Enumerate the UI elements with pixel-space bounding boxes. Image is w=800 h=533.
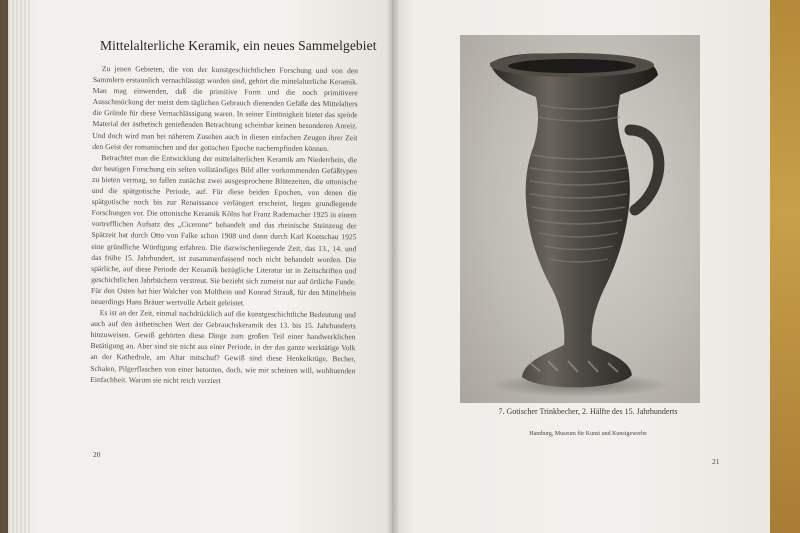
figure-photo-vessel: [460, 35, 700, 403]
figure-credit: Hamburg, Museum für Kunst und Kunstgewerbe: [529, 431, 647, 437]
paragraph: Betrachtet man die Entwicklung der mittelalterlichen Keramik am Niederrhein, die der heutigen Forschung ein selten vollständiges Bild aller vorkommenden Gefäßtypen zu bieten vermag, so fallen zunächst zwei ausgesprochene Blütezeiten, die ottonische und die spätgotische Periode, auf. Für diese beiden Epochen, von denen die spätgotische noch bis zur Renaissance verlängert erscheint, liegen grundlegende Forschungen vor. Die ottonische Keramik Kölns hat Franz Rademacher 1925 in einem vortrefflichen Aufsatz des „Cicerone“ behandelt und das rheinische Steinzeug der Spätzeit hat durch Otto von Falke schon 1908 und dann durch Karl Koetschau 1925 eine gründliche Würdigung erfahren. Die dazwischenliegende Zeit, das 13., 14. und das frühe 15. Jahrhundert, ist zusammenfassend noch nicht behandelt worden. Die spärliche, auf diese Periode der Keramik bezügliche Literatur ist in Zeitschriften und geschichtlichen Jahrbüchern verstreut. Sie bezieht sich zumeist nur auf örtliche Funde. Für den Osten hat hier Walcher von Molthein und Konrad Strauß, für den Mittelrhein neuerdings Hans Bräuer wertvolle Arbeit geleistet.: [90, 152, 358, 308]
article-heading: Mittelalterliche Keramik, ein neues Sammelgebiet: [100, 38, 377, 53]
stoneware-goblet-illustration: [460, 35, 700, 403]
figure-caption: 7. Gotischer Trinkbecher, 2. Hälfte des 15. Jahrhunderts: [498, 407, 678, 416]
page-edges: [8, 0, 30, 533]
book-gutter: [386, 0, 400, 533]
page-number-left: 20: [93, 450, 101, 459]
paragraph: Zu jenen Gebieten, die von der kunstgeschichtlichen Forschung und von den Sammlern erstaunlich vernachlässigt worden sind, gehört die mittelalterliche Keramik. Man mag einwenden, daß die primitive Form und die noch primitivere Ausschmückung der meist dem täglichen Gebrauch dienenden Gefäße des Mittelalters die Gründe für diese Vernachlässigung waren. In seiner Eintönigkeit bietet das spröde Material der ästhetisch genießenden Betrachtung scheinbar keinen besonderen Anreiz. Und doch wird man bei näherem Zusehen auch in diesen einfachen Zeugen ihrer Zeit den Geist der romanischen und der gotischen Epoche nachempfinden können.: [92, 64, 358, 153]
article-body: [90, 63, 358, 387]
page-number-right: 21: [712, 457, 720, 466]
paragraph: Es ist an der Zeit, einmal nachdrücklich auf die kunstgeschichtliche Bedeutung und auch auf den ästhetischen Wert der Gebrauchskeramik des 13. bis 15. Jahrhunderts hinzuweisen. Gewiß gehörten diese Dinge zum großen Teil einer handwerklichen Betätigung an. Aber sind sie nicht aus einer Periode, in der das ganze werktätige Volk an der Kathedrale, am Altar mitschuf? Gewiß sind diese Henkelkrüge, Becher, Schalen, Pilgerflaschen von einer betonten, doch, wie mir scheinen will, wohltuenden Einfachheit. Warum sie nicht reich verziert: [90, 308, 356, 385]
